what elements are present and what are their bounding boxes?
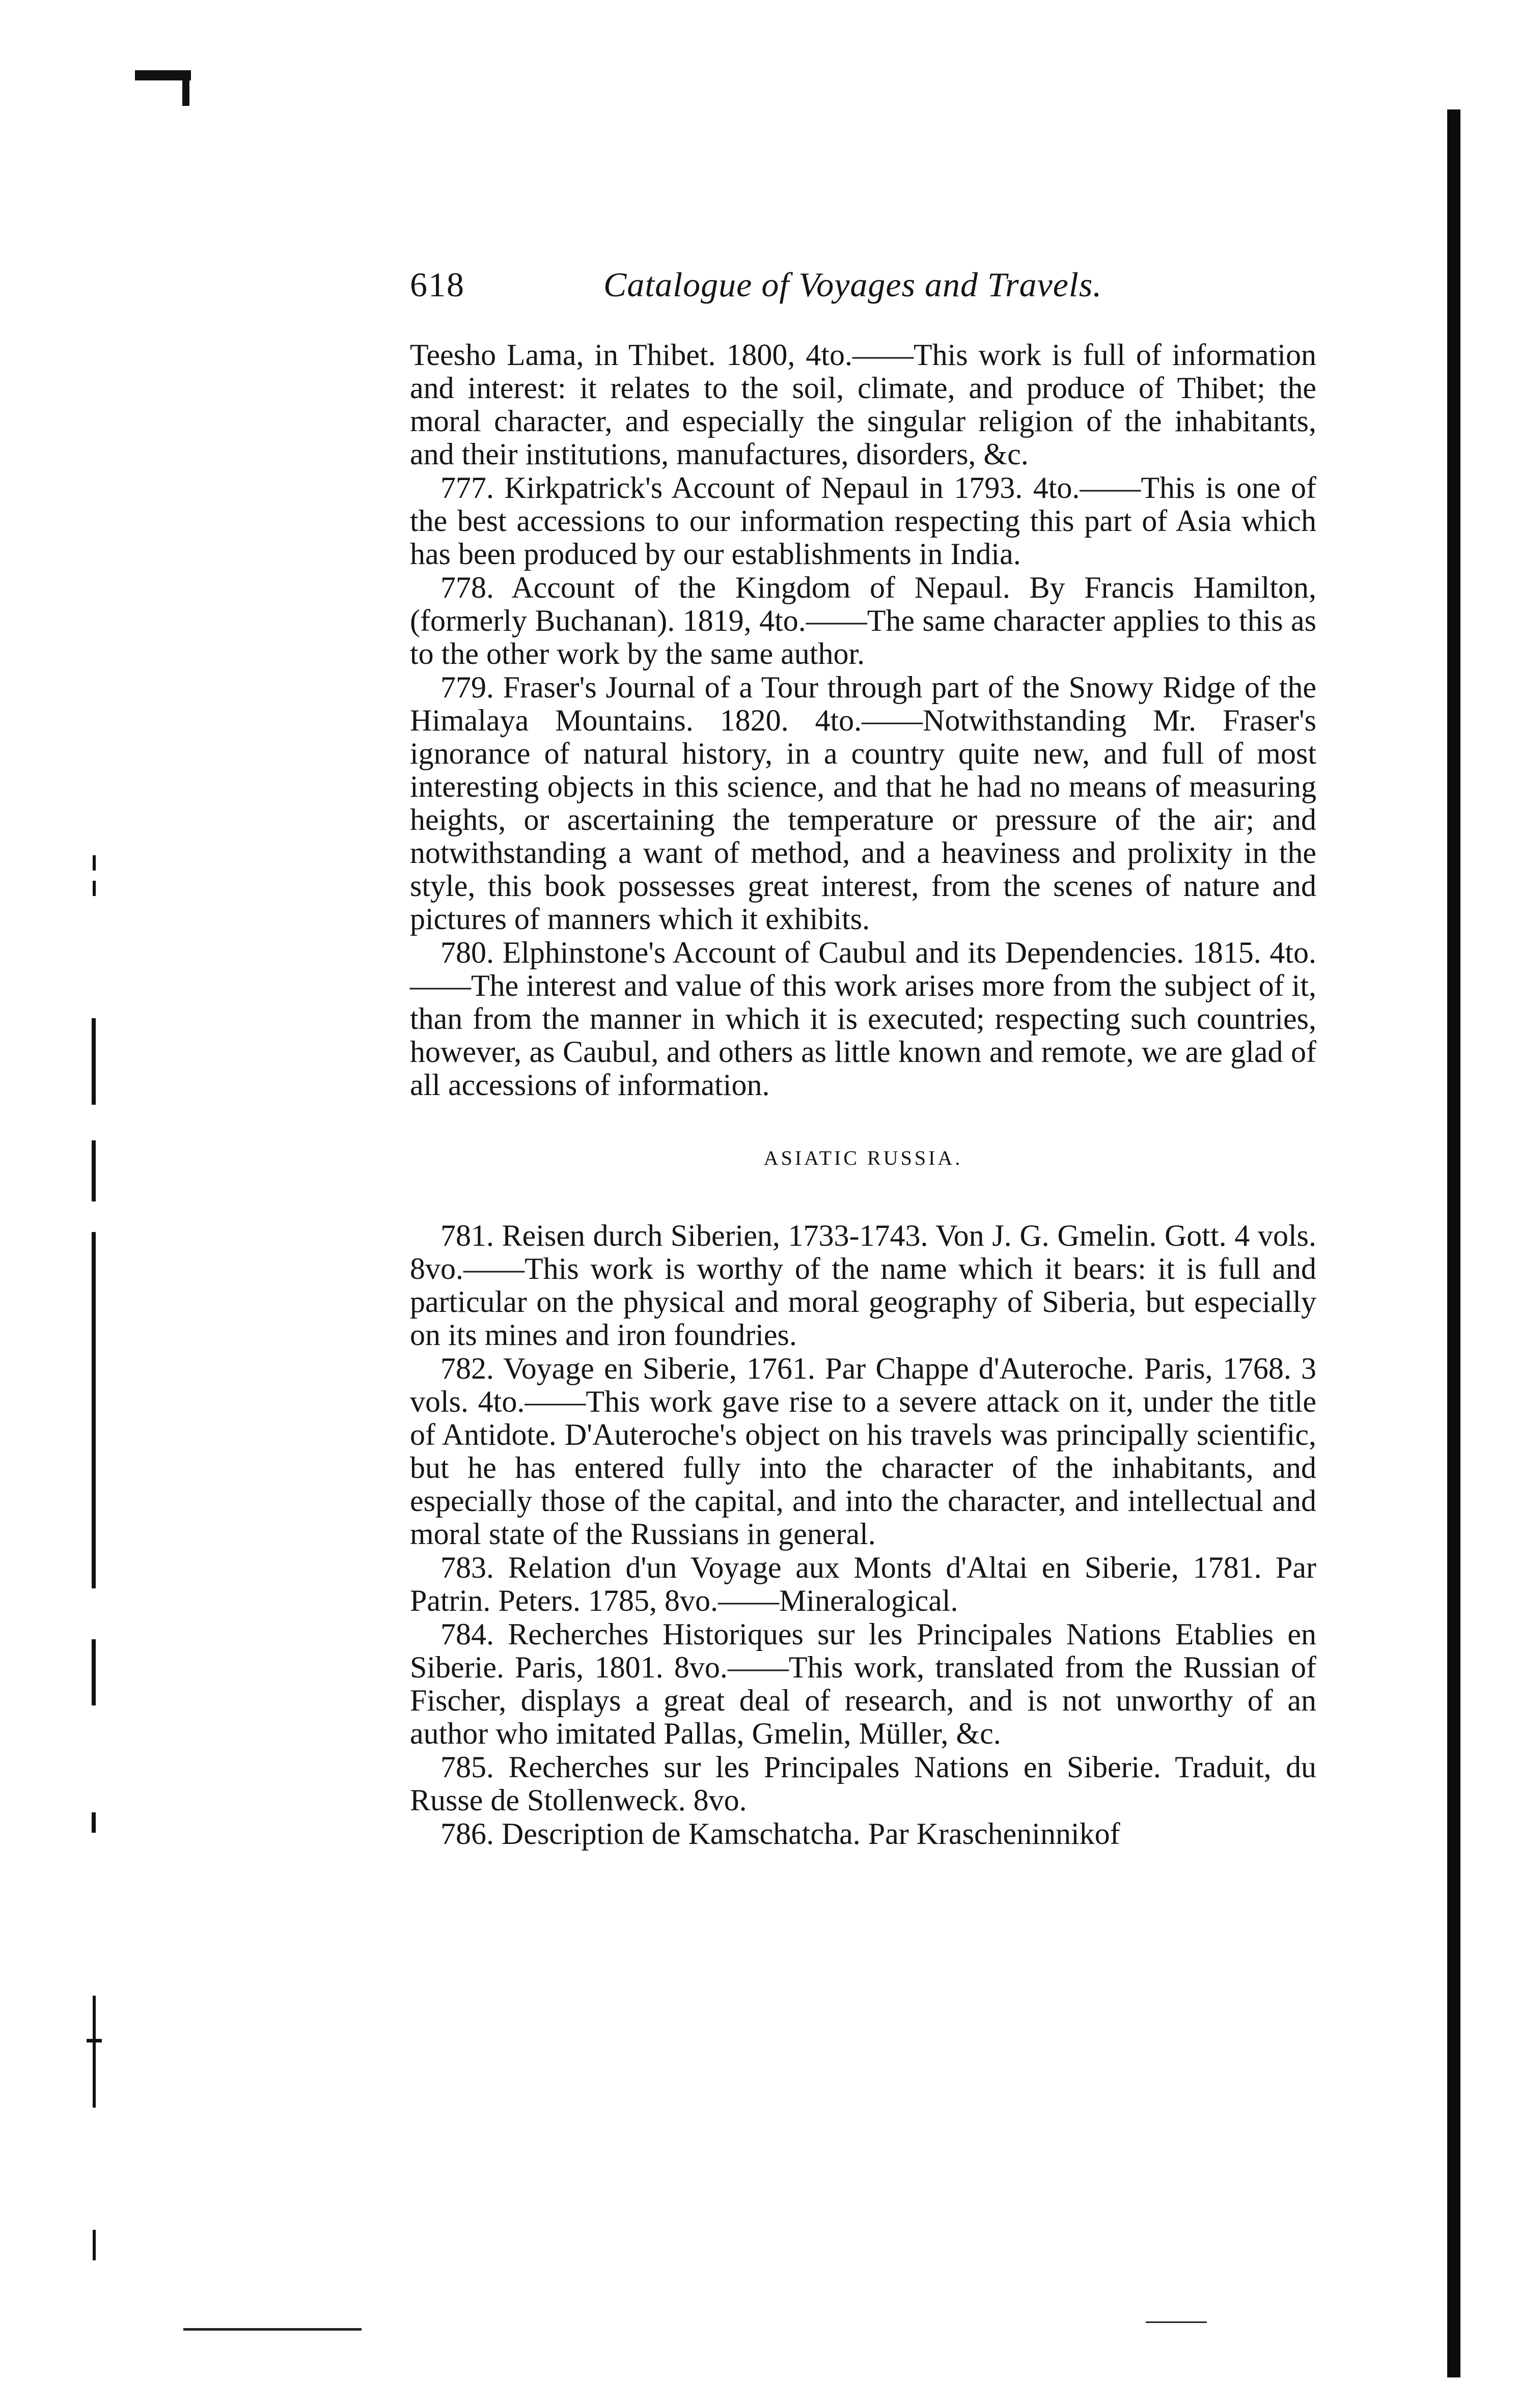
entry-786: 786. Description de Kamschatcha. Par Krascheninnikof: [440, 1817, 1120, 1851]
scan-footer-mark-right: [1146, 2321, 1207, 2323]
scan-corner-mark-stem: [182, 70, 189, 106]
page-number: 618: [410, 265, 465, 304]
section-heading: ASIATIC RUSSIA.: [763, 1146, 963, 1169]
entry-784: 784. Recherches Historiques sur les Principales Nations Etablies en Siberie. Paris, 1801. 8vo.——This work, translated from the Russian of Fischer, displays a great deal of research, and is not unworthy of an author who imitated Pallas, Gmelin, Müller, &c.: [410, 1617, 1316, 1750]
entry-783: 783. Relation d'un Voyage aux Monts d'Altai en Siberie, 1781. Par Patrin. Peters. 1785, 8vo.——Mineralogical.: [410, 1551, 1316, 1617]
book-page: [410, 265, 1316, 1851]
margin-ticks: [87, 845, 102, 2321]
running-title: Catalogue of Voyages and Travels.: [603, 265, 1102, 304]
running-head: [410, 265, 1316, 321]
entry-778: 778. Account of the Kingdom of Nepaul. By Francis Hamilton, (formerly Buchanan). 1819, 4to.——The same character applies to this as to the other work by the same author.: [410, 571, 1316, 670]
entry-781: 781. Reisen durch Siberien, 1733-1743. Von J. G. Gmelin. Gott. 4 vols. 8vo.——This work is worthy of the name which it bears: it is full and particular on the physical and moral geography of Siberia, but especially on its mines and iron foundries.: [410, 1219, 1316, 1352]
entry-782: 782. Voyage en Siberie, 1761. Par Chappe d'Auteroche. Paris, 1768. 3 vols. 4to.——This work gave rise to a severe attack on it, under the title of Antidote. D'Auteroche's object on his travels was principally scientific, but he has entered fully into the character of the inhabitants, and especially those of the capital, and into the character, and intellectual and moral state of the Russians in general.: [410, 1352, 1316, 1551]
entry-continuation: Teesho Lama, in Thibet. 1800, 4to.——This work is full of information and interest: it relates to the soil, climate, and produce of Thibet; the moral character, and especially the singular religion of the inhabitants, and their institutions, manufactures, disorders, &c.: [410, 338, 1316, 471]
catalogue-text: [410, 339, 1316, 1851]
entry-777: 777. Kirkpatrick's Account of Nepaul in 1793. 4to.——This is one of the best accessions to our information respecting this part of Asia which has been produced by our establishments in India.: [410, 471, 1316, 571]
binding-edge: [1447, 109, 1460, 2377]
scan-footer-mark: [183, 2328, 362, 2331]
entry-785: 785. Recherches sur les Principales Nations en Siberie. Traduit, du Russe de Stollenweck. 8vo.: [410, 1750, 1316, 1817]
entry-779: 779. Fraser's Journal of a Tour through part of the Snowy Ridge of the Himalaya Mountains. 1820. 4to.——Notwithstanding Mr. Fraser's ignorance of natural history, in a country quite new, and full of most interesting objects in this science, and that he had no means of measuring heights, or ascertaining the temperature or pressure of the air; and notwithstanding a want of method, and a heaviness and prolixity in the style, this book possesses great interest, from the scenes of nature and pictures of manners which it exhibits.: [410, 670, 1316, 936]
entry-780: 780. Elphinstone's Account of Caubul and its Dependencies. 1815. 4to.——The interest and value of this work arises more from the subject of it, than from the manner in which it is executed; respecting such countries, however, as Caubul, and others as little known and remote, we are glad of all accessions of information.: [410, 936, 1316, 1102]
